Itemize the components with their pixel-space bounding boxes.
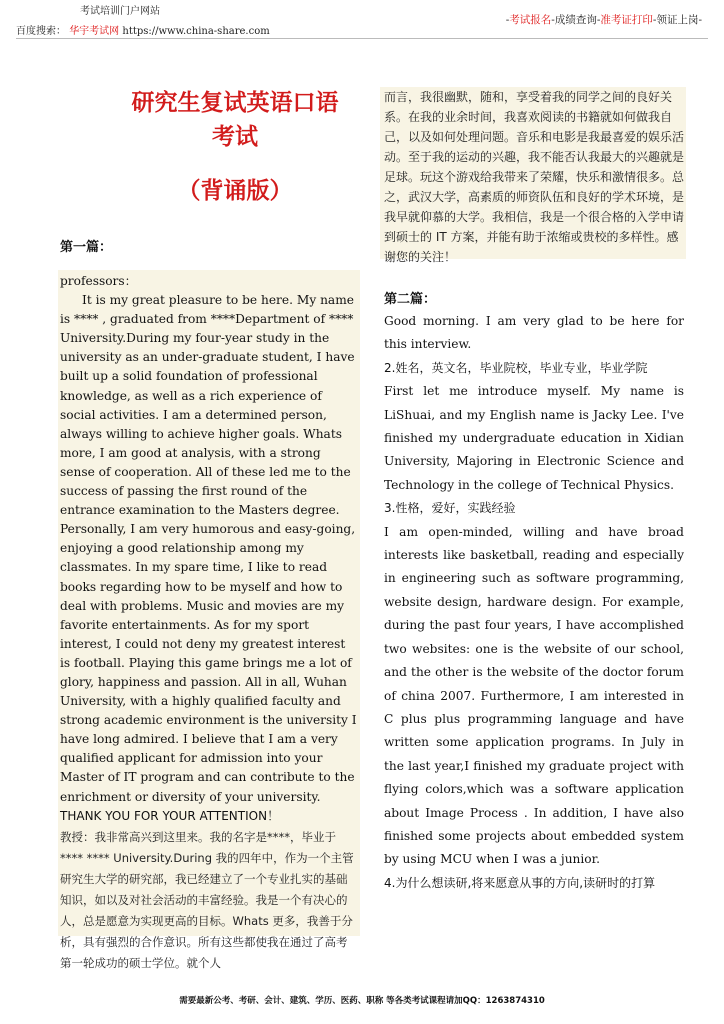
thanks-line: THANK YOU FOR YOUR ATTENTION！ <box>60 808 280 823</box>
answer-3: I am open-minded, willing and have broad interests like basketball, reading and especially in engineering such as software programming, website design, hardware design. For example, during the past four years, I have accomplished two websites: one is the website of our school, and the other is the website of the doctor forum of china 2007. Furthermore, I am interested in C plus plus programming language and have written some application programs. In July in the last year,I finished my graduate project with flying colors,which was a software application about Image Process . In addition, I have also finished some projects about embedded system by using MCU when I was a junior. <box>384 524 684 867</box>
link-scores[interactable]: -成绩查询- <box>551 14 601 26</box>
footer-ad: 需要最新公考、考研、会计、建筑、学历、医药、职称 等各类考试课程请加QQ：1263874310 <box>179 996 545 1006</box>
links-prefix: - <box>505 14 510 26</box>
link-admit[interactable]: 准考证打印 <box>600 14 653 26</box>
search-prefix: 百度搜索： <box>16 26 66 37</box>
link-jobs[interactable]: -领证上岗- <box>652 14 702 26</box>
title-line-2: 考试 <box>212 124 258 150</box>
title-line-1: 研究生复试英语口语 <box>131 90 339 116</box>
question-2: 2.姓名，英文名，毕业院校，毕业专业，毕业学院 <box>384 360 648 375</box>
document-title <box>100 86 370 205</box>
chinese-translation: 教授：我非常高兴到这里来。我的名字是****，毕业于**** **** University.During 我的四年中，作为一个主管研究生大学的研究部，我已经建立了一个专业扎实的基础知识，如以及对社会活动的丰富经验。我是一个有决心的人，总是愿意为实现更高的目标。Whats 更多，我善于分析，具有强烈的合作意识。所有这些都使我在通过了高考第一轮成功的硕士学位。就个人 <box>60 829 354 970</box>
english-speech: It is my great pleasure to be here. My name is **** , graduated from ****Department of **** University.During my four-year study in the university as an under-graduate student, I have built up a solid foundation of professional knowledge, as well as a rich experience of social activities. I am a determined person, always willing to achieve higher goals. Whats more, I am good at analysis, with a strong sense of cooperation. All of these led me to the success of passing the first round of the entrance examination to the Masters degree. Personally, I am very humorous and easy-going, enjoying a good relationship among my classmates. In my spare time, I like to read books regarding how to be myself and how to deal with problems. Music and movies are my favorite entertainments. As for my sport interest, I could not deny my greatest interest is football. Playing this game brings me a lot of glory, happiness and passion. All in all, Wuhan University, with a highly qualified faculty and strong academic environment is the university I have long admired. I believe that I am a very qualified applicant for admission into your Master of IT program and can contribute to the enrichment or diversity of your university. <box>60 293 357 804</box>
link-register[interactable]: 考试报名 <box>509 14 552 26</box>
section-1-label: 第一篇： <box>60 240 113 255</box>
title-line-3: （背诵版） <box>177 178 293 204</box>
section-2-label: 第二篇： <box>384 292 437 307</box>
site-name: 考试培训门户网站 <box>80 6 160 17</box>
left-column-box <box>58 270 360 970</box>
question-4: 4.为什么想读研,将来愿意从事的方向,读研时的打算 <box>384 875 656 890</box>
right-top-translation <box>380 87 686 264</box>
header-links <box>506 12 702 27</box>
greeting-paragraph: Good morning. I am very glad to be here for this interview. <box>384 314 684 352</box>
search-hint <box>16 22 270 37</box>
header-divider <box>16 38 708 39</box>
answer-2: First let me introduce myself. My name is LiShuai, and my English name is Jacky Lee. I've finished my undergraduate education in Xidian University, Majoring in Electronic Science and Technology in the college of Technical Physics. <box>384 384 684 492</box>
site-url[interactable]: https://www.china-share.com <box>122 26 270 37</box>
question-3: 3.性格，爱好，实践经验 <box>384 501 516 516</box>
salutation: professors： <box>60 274 137 288</box>
section-2-body <box>384 310 684 895</box>
brand-link[interactable]: 华宇考试网 <box>69 26 120 37</box>
right-top-text: 而言，我很幽默，随和，享受着我的同学之间的良好关系。在我的业余时间，我喜欢阅读的书籍就如何做我自己，以及如何处理问题。音乐和电影是我最喜爱的娱乐活动。至于我的运动的兴趣，我不能否认我最大的兴趣就是足球。玩这个游戏给我带来了荣耀，快乐和激情很多。总之，武汉大学，高素质的师资队伍和良好的学术环境，是我早就仰慕的大学。我相信，我是一个很合格的入学申请到硕士的 IT 方案，并能有助于浓缩或贵校的多样性。感谢您的关注！ <box>384 90 685 264</box>
